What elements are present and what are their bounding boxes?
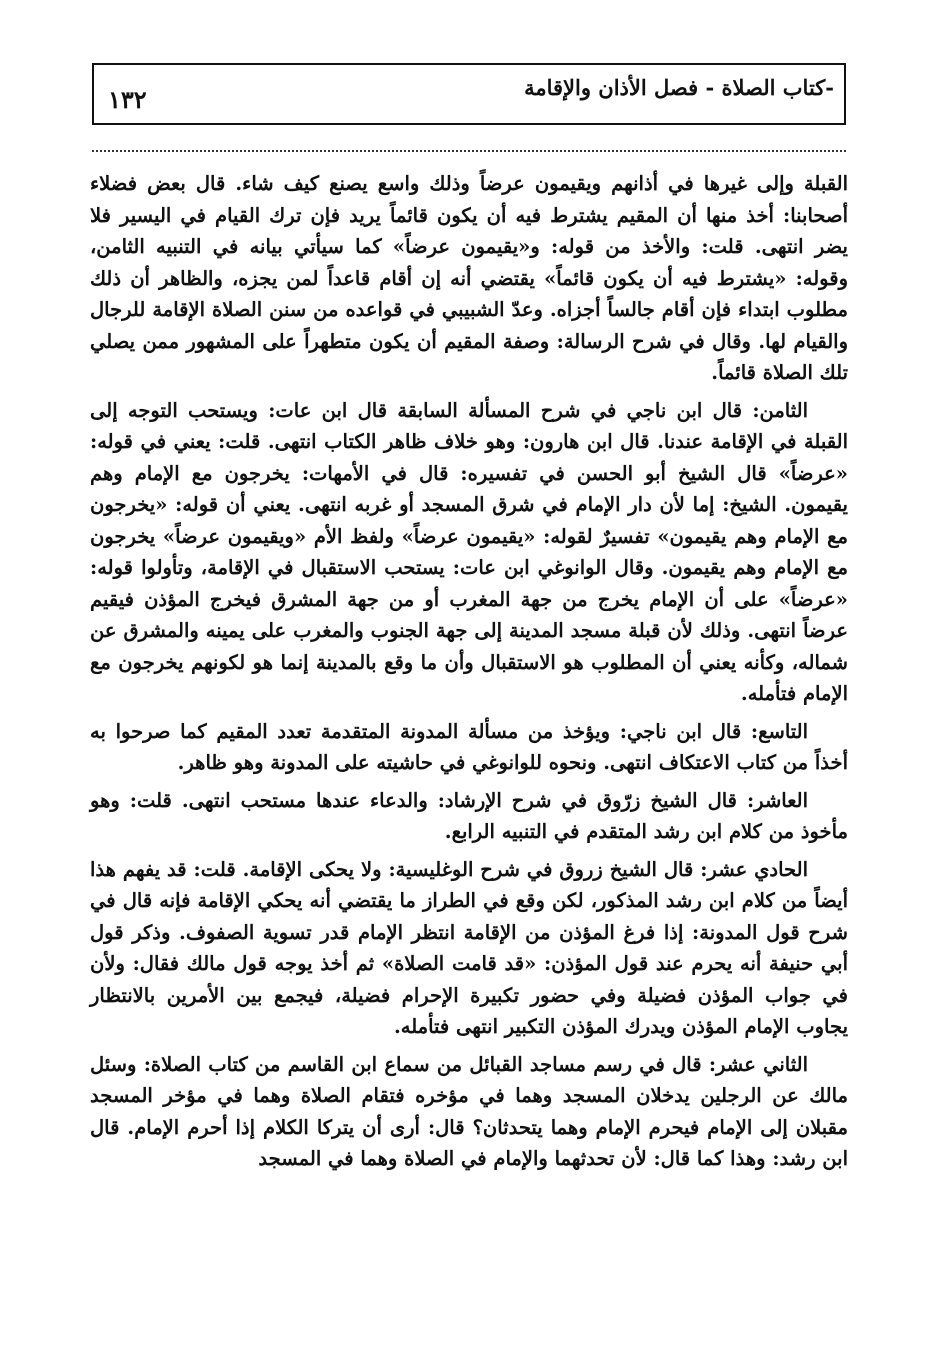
paragraph-ninth: التاسع: قال ابن ناجي: ويؤخذ من مسألة المدونة المتقدمة تعدد المقيم كما صرحوا به أخذاً من كتاب الاعتكاف انتهى. ونحوه للوانوغي في حاشيته على المدونة وهو ظاهر. [90, 719, 848, 774]
header-title: -كتاب الصلاة - فصل الأذان والإقامة [524, 75, 834, 100]
running-header [92, 63, 846, 125]
body-text [90, 168, 848, 1181]
paragraph-intro: القبلة وإلى غيرها في أذانهم ويقيمون عرضاً وذلك واسع يصنع كيف شاء. قال بعض فضلاء أصحابنا: أخذ منها أن المقيم يشترط فيه أن يكون قائماً يريد فإن ترك القيام في اليسير فلا يضر انتهى. قلت: والأخذ من قوله: و«يقيمون عرضاً» كما سيأتي بيانه في التنبيه الثامن، وقوله: «يشترط فيه أن يكون قائماً» يقتضي أنه إن أقام قاعداً لمن يجزه، والظاهر أن ذلك مطلوب ابتداء فإن أقام جالساً أجزاه. وعدّ الشبيبي في قواعده من سنن الصلاة الإقامة للرجال والقيام لها. وقال في شرح الرسالة: وصفة المقيم أن يكون متطهراً على المشهور ممن يصلي تلك الصلاة قائماً. [90, 172, 848, 384]
paragraph-twelfth: الثاني عشر: قال في رسم مساجد القبائل من سماع ابن القاسم من كتاب الصلاة: وسئل مالك عن الرجلين يدخلان المسجد وهما في مؤخره فتقام الصلاة وهما في مؤخر المسجد مقبلان إلى الإمام فيحرم الإمام وهما يتحدثان؟ قال: أرى أن يتركا الكلام إذا أحرم الإمام. قال ابن رشد: وهذا كما قال: لأن تحدثهما والإمام في الصلاة وهما في المسجد [90, 1052, 848, 1170]
header-divider [92, 150, 846, 152]
paragraph-eleventh: الحادي عشر: قال الشيخ زروق في شرح الوغليسية: ولا يحكى الإقامة. قلت: قد يفهم هذا أيضاً من كلام ابن رشد المذكور، لكن وقع في الطراز ما يقتضي أنه يحكي الإقامة فإنه قال في شرح قول المدونة: إذا فرغ المؤذن من الإقامة انتظر الإمام قدر تسوية الصفوف. وذكر قول أبي حنيفة أنه يحرم عند قول المؤذن: «قد قامت الصلاة» ثم أخذ يوجه قول مالك فقال: ولأن في جواب المؤذن فضيلة وفي حضور تكبيرة الإحرام فضيلة، فيجمع بين الأمرين بالانتظار يجاوب الإمام المؤذن ويدرك المؤذن التكبير انتهى فتأمله. [90, 857, 848, 1038]
page-number: ١٣٢ [108, 85, 147, 114]
paragraph-eighth: الثامن: قال ابن ناجي في شرح المسألة السابقة قال ابن عات: ويستحب التوجه إلى القبلة في الإقامة عندنا. قال ابن هارون: وهو خلاف ظاهر الكتاب انتهى. قلت: يعني في قوله: «عرضاً» قال الشيخ أبو الحسن في تفسيره: قال في الأمهات: يخرجون مع الإمام وهم يقيمون. الشيخ: إما لأن دار الإمام في شرق المسجد أو غربه انتهى. يعني أن قوله: «يخرجون مع الإمام وهم يقيمون» تفسيرٌ لقوله: «يقيمون عرضاً» ولفظ الأم «ويقيمون عرضاً» يخرجون مع الإمام وهم يقيمون. وقال الوانوغي ابن عات: يستحب الاستقبال في الإقامة، وتأولوا قوله: «عرضاً» على أن الإمام يخرج من جهة المغرب أو من جهة المشرق فيخرج المؤذن فيقيم عرضاً انتهى. وذلك لأن قبلة مسجد المدينة إلى جهة الجنوب والمغرب على يمينه والمشرق عن شماله، وكأنه يعني أن المطلوب هو الاستقبال وأن ما وقع بالمدينة إنما هو لكونهم يخرجون مع الإمام فتأمله. [90, 398, 848, 705]
paragraph-tenth: العاشر: قال الشيخ زرّوق في شرح الإرشاد: والدعاء عندها مستحب انتهى. قلت: وهو مأخوذ من كلام ابن رشد المتقدم في التنبيه الرابع. [90, 788, 848, 843]
